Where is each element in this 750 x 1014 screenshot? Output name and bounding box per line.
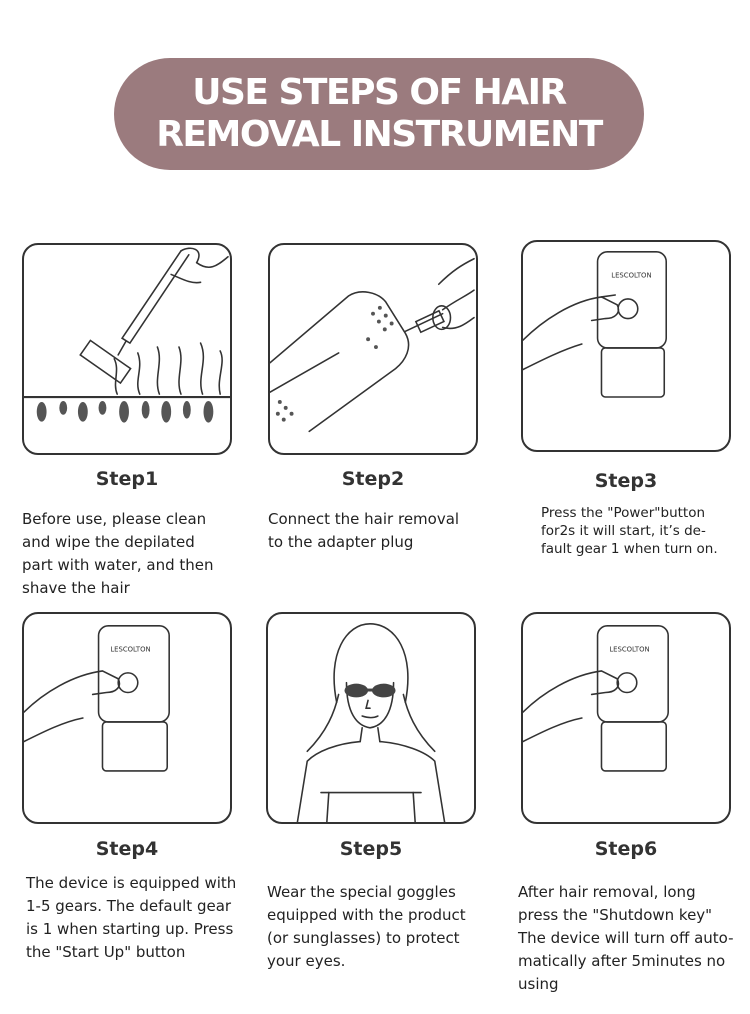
shutdown-key-press-icon <box>523 614 729 822</box>
step6-line-3: The device will turn off auto- <box>518 929 734 947</box>
step3-illustration <box>521 240 731 452</box>
step2-description <box>268 508 459 554</box>
step1-line-2: and wipe the depilated <box>22 533 195 551</box>
step4-line-2: 1-5 gears. The default gear <box>26 897 232 915</box>
step6-title: Step6 <box>594 838 658 860</box>
step3-line-1: Press the "Power"button <box>541 505 706 521</box>
step1-line-3: part with water, and then <box>22 556 214 574</box>
step4-description <box>26 872 236 964</box>
step5-title: Step5 <box>339 838 403 860</box>
brand-label: LESCOLTON <box>611 271 652 280</box>
banner-title-line-1: USE STEPS OF HAIR <box>192 72 566 113</box>
step3-line-2: for2s it will start, it’s de- <box>541 523 706 539</box>
step6-line-4: matically after 5minutes no <box>518 952 726 970</box>
step6-line-2: press the "Shutdown key" <box>518 906 713 924</box>
step6-illustration <box>521 612 731 824</box>
step5-line-3: (or sunglasses) to protect <box>267 929 460 947</box>
start-up-button-press-icon <box>24 614 230 822</box>
step2-line-1: Connect the hair removal <box>268 510 460 528</box>
step1-line-4: shave the hair <box>22 579 130 597</box>
step3-description <box>541 504 718 558</box>
step4-line-3: is 1 when starting up. Press <box>26 920 234 938</box>
step4-line-4: the "Start Up" button <box>26 943 186 961</box>
title-banner <box>114 58 644 170</box>
step2-illustration <box>268 243 478 455</box>
step4-title: Step4 <box>95 838 159 860</box>
brand-label: LESCOLTON <box>110 645 151 654</box>
step3-line-3: fault gear 1 when turn on. <box>541 541 718 557</box>
adapter-plug-icon <box>270 245 476 453</box>
step1-title: Step1 <box>95 468 159 490</box>
step6-description <box>518 881 734 996</box>
step5-line-2: equipped with the product <box>267 906 466 924</box>
step1-description <box>22 508 214 600</box>
step3-title: Step3 <box>594 470 658 492</box>
step5-illustration <box>266 612 476 824</box>
step5-line-1: Wear the special goggles <box>267 883 456 901</box>
step6-line-1: After hair removal, long <box>518 883 696 901</box>
step5-line-4: your eyes. <box>267 952 346 970</box>
step1-line-1: Before use, please clean <box>22 510 207 528</box>
step2-title: Step2 <box>341 468 405 490</box>
step4-line-1: The device is equipped with <box>26 874 237 892</box>
banner-title-line-2: REMOVAL INSTRUMENT <box>156 114 602 155</box>
razor-shaving-icon <box>24 245 230 453</box>
step4-illustration <box>22 612 232 824</box>
step6-line-5: using <box>518 975 559 993</box>
step2-line-2: to the adapter plug <box>268 533 414 551</box>
power-button-press-icon <box>523 242 729 450</box>
step5-description <box>267 881 466 973</box>
step1-illustration <box>22 243 232 455</box>
brand-label: LESCOLTON <box>609 645 650 654</box>
goggles-woman-icon <box>268 614 474 822</box>
